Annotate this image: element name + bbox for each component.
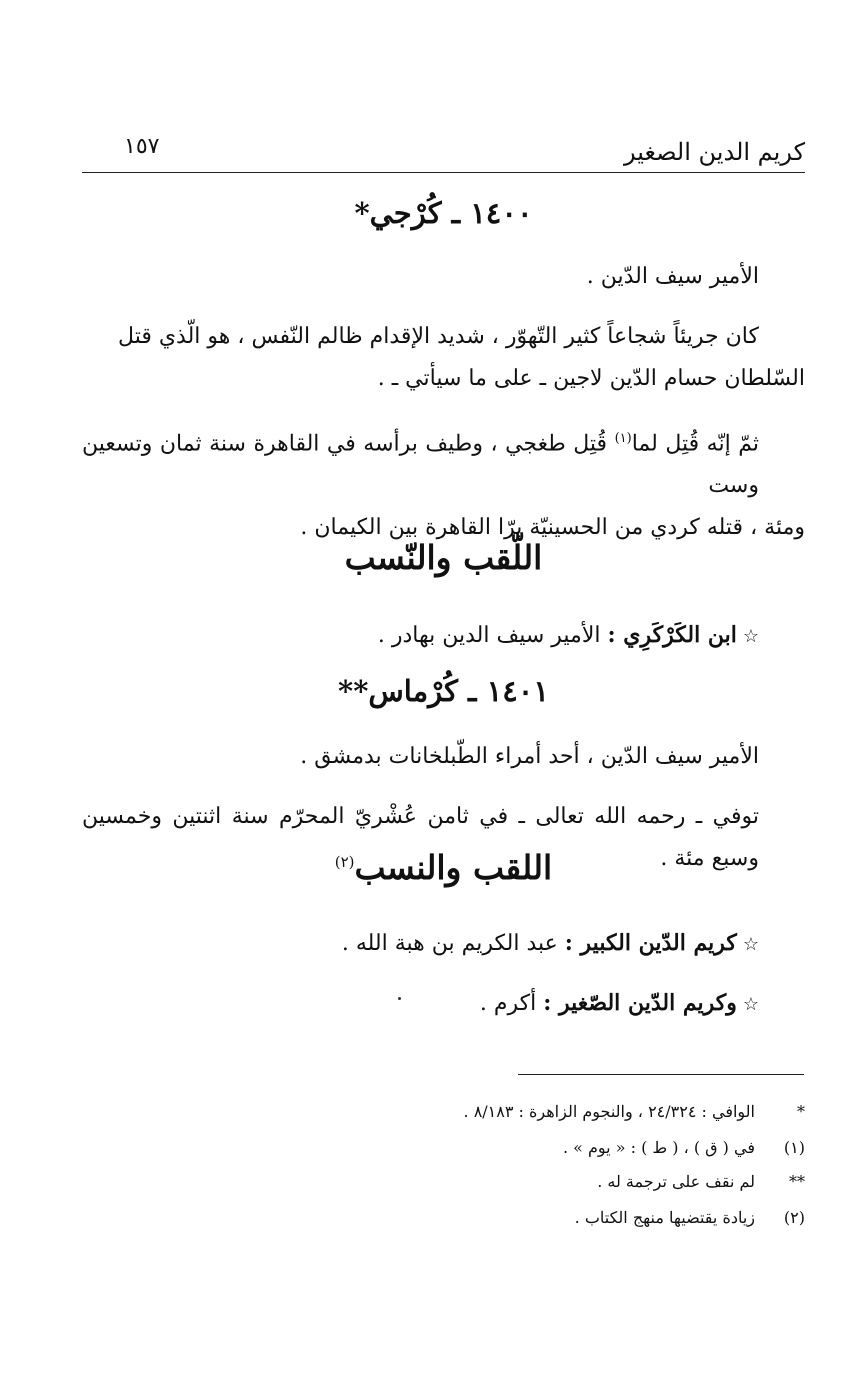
entry-1400-line: كان جريئاً شجاعاً كثير التّهوّر ، شديد الإقدام ظالم النّفس ، هو الّذي قتل: [118, 324, 759, 349]
section-heading-laqab-1: اللّقب والنّسب: [344, 538, 543, 577]
footnote-text: لم نقف على ترجمة له .: [597, 1172, 755, 1191]
entry-title-1400: ١٤٠٠ ـ كُرْجي*: [354, 196, 533, 230]
page-number: ١٥٧: [124, 134, 160, 159]
laqab-item: [82, 930, 805, 956]
laqab-item: [82, 990, 805, 1016]
entry-1400-line-with-ref: [82, 418, 805, 507]
footnote-text: زيادة يقتضيها منهج الكتاب .: [574, 1208, 755, 1227]
footnote-divider: [518, 1074, 804, 1075]
laqab-text: الأمير سيف الدين بهادر .: [377, 623, 608, 648]
scan-speck: [398, 997, 401, 1000]
laqab-text: عبد الكريم بن هبة الله .: [341, 931, 565, 956]
laqab-name: وكريم الدّين الصّغير :: [543, 990, 737, 1016]
footnote-mark: (١): [783, 1138, 805, 1157]
entry-1400-line-end: قُتِل طغجي ، وطيف برأسه في القاهرة سنة ثمان وتسعين وست: [82, 431, 759, 499]
entry-title-1401: ١٤٠١ ـ كُرْماس**: [338, 674, 549, 708]
laqab-name: ابن الكَرْكَرِي :: [607, 622, 737, 648]
footnote-text: الوافي : ٢٤/٣٢٤ ، والنجوم الزاهرة : ٨/١٨٣ .: [463, 1102, 755, 1121]
footnote-mark: (٢): [783, 1208, 805, 1227]
star-icon: ☆: [742, 994, 759, 1015]
section-heading-text: اللقب والنسب: [354, 848, 553, 887]
running-title: كريم الدين الصغير: [624, 138, 805, 166]
section-heading-laqab-2: [82, 848, 805, 887]
laqab-text: أكرم .: [479, 991, 544, 1016]
footnote-mark: *: [797, 1102, 805, 1121]
star-icon: ☆: [742, 626, 759, 647]
footnote-item: [300, 1102, 805, 1128]
footnote-item: [300, 1138, 805, 1164]
entry-1400-line: الأمير سيف الدّين .: [586, 264, 759, 289]
star-icon: ☆: [742, 934, 759, 955]
footnote-ref-2[interactable]: (٢): [334, 853, 355, 871]
footnote-mark: **: [789, 1172, 805, 1191]
entry-1401-line: الأمير سيف الدّين ، أحد أمراء الطّبلخانات بدمشق .: [300, 744, 759, 769]
laqab-name: كريم الدّين الكبير :: [564, 930, 737, 956]
page-header: [82, 128, 805, 173]
entry-1400-paragraph-1: [82, 316, 805, 400]
entry-1400-body: [82, 256, 805, 298]
entry-1400-line-start: ثمّ إنّه قُتِل لما: [631, 431, 759, 457]
footnote-ref-1[interactable]: (١): [614, 431, 632, 446]
entry-1400-paragraph-2: [82, 418, 805, 549]
entry-1400-line: ومئة ، قتله كردي من الحسينيّة برّا القاهرة بين الكيمان .: [300, 515, 805, 541]
entry-1400-line: السّلطان حسام الدّين لاجين ـ على ما سيأتي ـ .: [377, 366, 805, 391]
entry-1401-body: [82, 736, 805, 778]
footnote-text: في ( ق ) ، ( ط ) : « يوم » .: [562, 1138, 755, 1157]
entry-1401-line: توفي ـ رحمه الله تعالى ـ في ثامن عُشْريّ المحرّم سنة اثنتين وخمسين وسبع مئة .: [82, 804, 759, 871]
footnote-item: [300, 1208, 805, 1234]
laqab-item: [82, 622, 805, 648]
footnote-item: [300, 1172, 805, 1198]
